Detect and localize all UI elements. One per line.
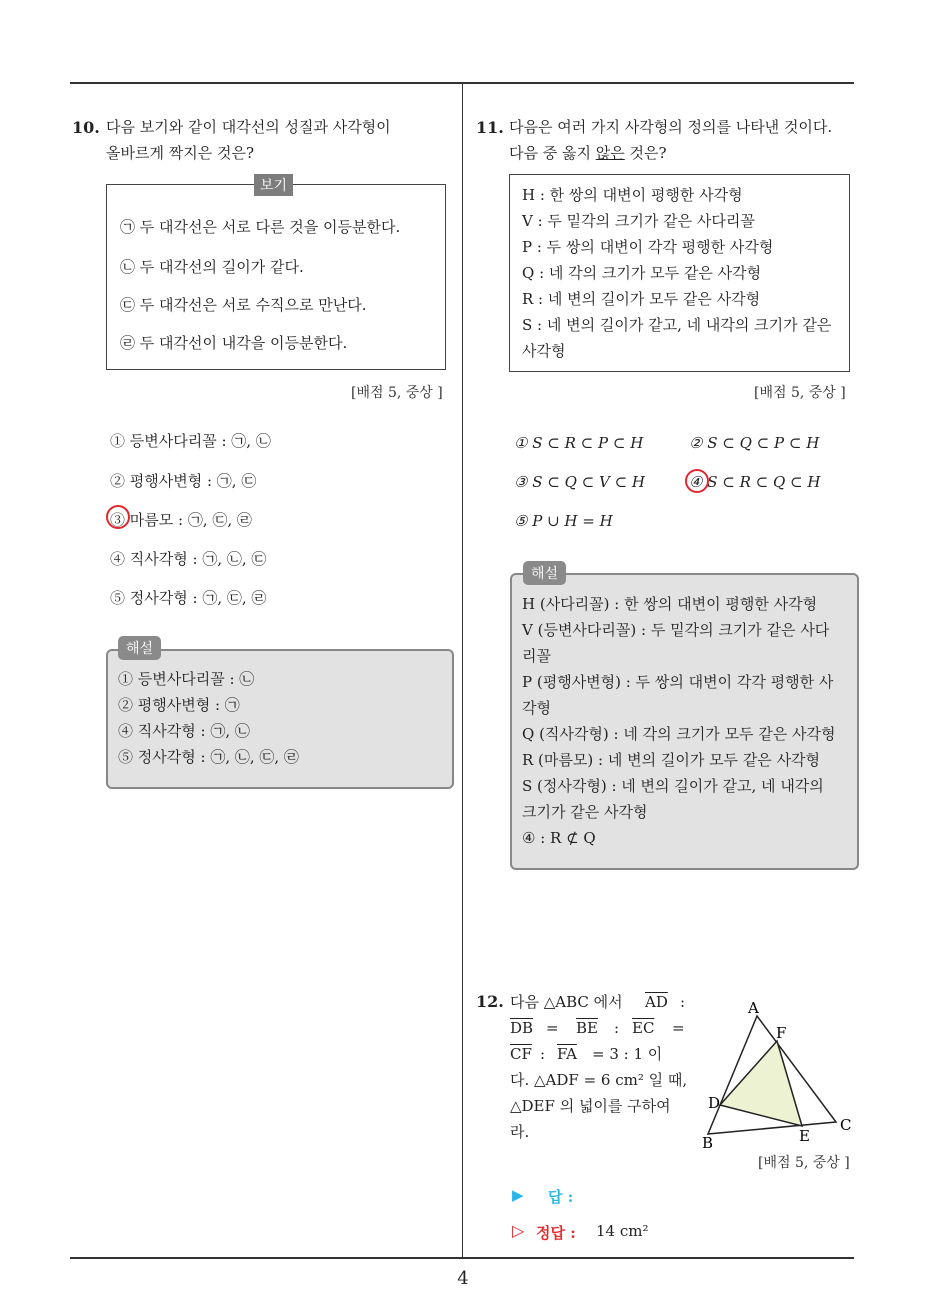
- question-text: 올바르게 짝지은 것은?: [106, 144, 254, 162]
- question-text: 다음 보기와 같이 대각선의 성질과 사각형이: [106, 118, 391, 136]
- option-3[interactable]: ③ 마름모 : ㉠, ㉢, ㉣: [110, 511, 252, 529]
- page-number: 4: [457, 1268, 469, 1289]
- ratio-colon: :: [680, 993, 686, 1011]
- point-E-label: E: [799, 1127, 810, 1145]
- solution-line: ① 등변사다리꼴 : ㉡: [118, 670, 255, 688]
- question-text: 다음 중 옳지 않은 것은?: [509, 144, 667, 162]
- option-5[interactable]: ⑤ 정사각형 : ㉠, ㉢, ㉣: [110, 589, 267, 607]
- question-number: 11.: [476, 118, 504, 137]
- definition-line: 사각형: [522, 342, 566, 360]
- solution-line: H (사다리꼴) : 한 쌍의 대변이 평행한 사각형: [522, 595, 818, 613]
- ratio-colon: :: [614, 1019, 620, 1037]
- bogi-item: ㉣ 두 대각선이 내각을 이등분한다.: [120, 334, 348, 352]
- question-text: △DEF 의 넓이를 구하여: [510, 1097, 671, 1115]
- question-number: 10.: [72, 118, 100, 137]
- bogi-item: ㉢ 두 대각선은 서로 수직으로 만난다.: [120, 296, 367, 314]
- score-label: [배점 5, 중상 ]: [351, 385, 443, 401]
- question-text: 다음은 여러 가지 사각형의 정의를 나타낸 것이다.: [509, 118, 833, 136]
- solution-line: ⑤ 정사각형 : ㉠, ㉡, ㉢, ㉣: [118, 748, 299, 766]
- bogi-title: 보기: [254, 174, 293, 196]
- question-number: 12.: [476, 992, 504, 1011]
- option-1[interactable]: ① S ⊂ R ⊂ P ⊂ H: [514, 434, 644, 452]
- selected-answer-circle: [106, 505, 130, 529]
- segment-CF: $\overline{CF}$: [510, 1045, 532, 1063]
- ratio-equals: =: [546, 1019, 559, 1037]
- selected-answer-circle: [685, 469, 709, 493]
- bogi-item: ㉡ 두 대각선의 길이가 같다.: [120, 258, 304, 276]
- triangle-figure: [700, 998, 860, 1150]
- score-label: [배점 5, 중상 ]: [754, 385, 846, 401]
- correct-arrow-icon: ▷: [512, 1221, 525, 1240]
- question-text: 라.: [510, 1123, 530, 1141]
- option-3[interactable]: ③ S ⊂ Q ⊂ V ⊂ H: [514, 473, 646, 491]
- option-4[interactable]: ④ 직사각형 : ㉠, ㉡, ㉢: [110, 550, 267, 568]
- point-B-label: B: [702, 1134, 714, 1150]
- point-A-label: A: [748, 999, 759, 1017]
- definition-line: S : 네 변의 길이가 같고, 네 내각의 크기가 같은: [522, 316, 832, 334]
- solution-line: S (정사각형) : 네 변의 길이가 같고, 네 내각의: [522, 777, 824, 795]
- ratio-colon: :: [540, 1045, 546, 1063]
- column-divider: [462, 82, 463, 1258]
- ratio-tail: = 3 : 1 이: [592, 1045, 663, 1063]
- solution-line: R (마름모) : 네 변의 길이가 모두 같은 사각형: [522, 751, 821, 769]
- ratio-equals: =: [672, 1019, 685, 1037]
- option-4[interactable]: ④ S ⊂ R ⊂ Q ⊂ H: [689, 473, 821, 491]
- solution-line: P (평행사변형) : 두 쌍의 대변이 각각 평행한 사: [522, 673, 834, 691]
- correct-label: 정답 :: [536, 1224, 576, 1242]
- correct-value: 14 cm²: [596, 1222, 649, 1240]
- bottom-rule: [70, 1257, 854, 1259]
- definition-line: H : 한 쌍의 대변이 평행한 사각형: [522, 186, 743, 204]
- answer-arrow-icon: ▶: [512, 1186, 524, 1204]
- option-1[interactable]: ① 등변사다리꼴 : ㉠, ㉡: [110, 432, 271, 450]
- solution-title: 해설: [118, 636, 161, 660]
- question-text: 다. △ADF = 6 cm² 일 때,: [510, 1071, 688, 1089]
- point-F-label: F: [776, 1024, 787, 1042]
- bogi-item: ㉠ 두 대각선은 서로 다른 것을 이등분한다.: [120, 218, 401, 236]
- solution-line: ④ : R ⊄ Q: [522, 829, 596, 847]
- point-D-label: D: [708, 1094, 721, 1112]
- answer-label: 답 :: [548, 1188, 574, 1206]
- segment-BE: $\overline{BE}$: [576, 1019, 598, 1037]
- score-label: [배점 5, 중상 ]: [758, 1155, 850, 1171]
- segment-FA: $\overline{FA}$: [557, 1045, 577, 1063]
- segment-DB: $\overline{DB}$: [510, 1019, 534, 1037]
- definition-line: V : 두 밑각의 크기가 같은 사다리꼴: [522, 212, 755, 230]
- solution-line: 각형: [522, 699, 551, 717]
- point-C-label: C: [840, 1116, 852, 1134]
- answer-input[interactable]: [600, 1184, 750, 1206]
- triangle-DEF: [720, 1041, 802, 1126]
- definition-line: Q : 네 각의 크기가 모두 같은 사각형: [522, 264, 762, 282]
- segment-AD: $\overline{AD}$: [645, 993, 668, 1011]
- solution-line: ④ 직사각형 : ㉠, ㉡: [118, 722, 250, 740]
- question-text: 다음 △ABC 에서: [510, 993, 623, 1011]
- option-2[interactable]: ② 평행사변형 : ㉠, ㉢: [110, 472, 257, 490]
- solution-title: 해설: [523, 561, 566, 585]
- solution-line: Q (직사각형) : 네 각의 크기가 모두 같은 사각형: [522, 725, 836, 743]
- option-2[interactable]: ② S ⊂ Q ⊂ P ⊂ H: [689, 434, 820, 452]
- option-5[interactable]: ⑤ P ∪ H = H: [514, 512, 613, 530]
- solution-line: ② 평행사변형 : ㉠: [118, 696, 240, 714]
- definition-line: R : 네 변의 길이가 모두 같은 사각형: [522, 290, 761, 308]
- segment-EC: $\overline{EC}$: [632, 1019, 655, 1037]
- solution-line: V (등변사다리꼴) : 두 밑각의 크기가 같은 사다: [522, 621, 830, 639]
- solution-line: 크기가 같은 사각형: [522, 803, 648, 821]
- definition-line: P : 두 쌍의 대변이 각각 평행한 사각형: [522, 238, 774, 256]
- solution-line: 리꼴: [522, 647, 551, 665]
